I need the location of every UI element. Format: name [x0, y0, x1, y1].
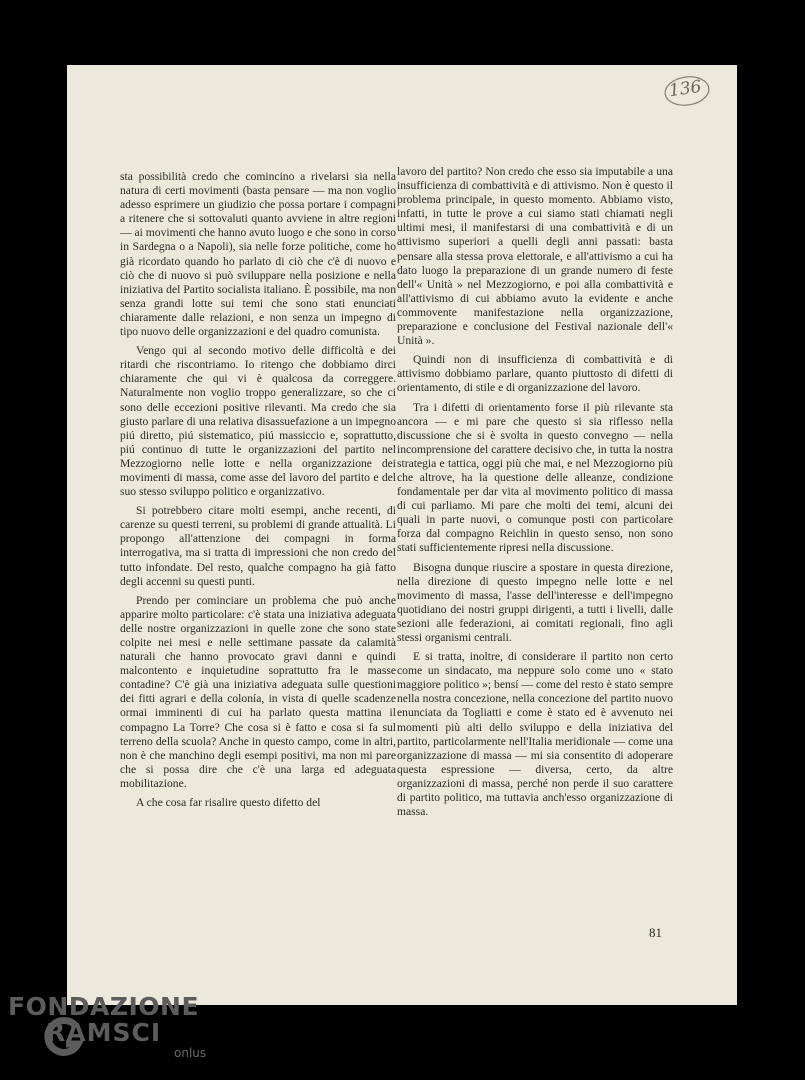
paragraph: Tra i difetti di orientamento forse il più rilevante sta ancora — e mi pare che questo si sia riflesso nella discussione che si è svolta in questo convegno — nella incomprensione del carattere decisivo che, in tutta la nostra strategia e tattica, oggi più che mai, e nel Mezzogiorno più che altrove, ha la questione delle alleanze, condizione fondamentale per dar vita al movimento politico di massa di cui parliamo. Mi pare che molti dei temi, alcuni dei quali in parte nuovi, o comunque posti con particolare forza dal compagno Reichlin in questo senso, non sono stati sufficientemente ripresi nella discussione. — [397, 400, 673, 555]
watermark-line-2: RAMSCI — [46, 1018, 162, 1047]
handwritten-annotation: 136 — [667, 76, 703, 102]
paragraph: sta possibilità credo che comincino a rivelarsi sia nella natura di certi movimenti (basta pensare — ma non voglio adesso esprimere un giudizio che possa portare i compagni a ritenere che si sottovaluti quanto avviene in altre regioni — ai movimenti che hanno avuto luogo e che sono in corso in Sardegna o a Napoli), sia nelle forze politiche, come ho già ricordato quando ho parlato di ciò che c'è di nuovo e ciò che di nuovo si può sviluppare nella posizione e nella iniziativa del Partito socialista italiano. È possibile, ma non senza grandi lotte sui temi che sono stati enunciati chiaramente dalle relazioni, e non senza un impegno di tipo nuovo delle organizzazioni e del quadro comunista. — [120, 170, 396, 339]
paragraph: A che cosa far risalire questo difetto del — [136, 796, 321, 810]
paragraph: Vengo qui al secondo motivo delle difficoltà e dei ritardi che riscontriamo. Io ritengo che dobbiamo dirci chiaramente che qui vi è qualcosa da correggere. Naturalmente non voglio troppo generalizzare, so che ci sono delle eccezioni positive rilevanti. Ma credo che sia giusto parlare di una relativa disassuefazione a un impegno piú diretto, piú sistematico, piú massiccio e, soprattutto, piú continuo di tutte le organizzazioni del partito nel Mezzogiorno nelle lotte e nella organizzazione dei movimenti di massa, come asse del lavoro del partito e del suo stesso sviluppo politico e organizzativo. — [120, 344, 396, 499]
document-page — [67, 65, 737, 1005]
paragraph: Bisogna dunque riuscire a spostare in questa direzione, nella direzione di questo impegno nelle lotte e nel movimento di massa, l'asse dell'interesse e dell'impegno quotidiano dei nostri gruppi dirigenti, a tutti i livelli, dalle sezioni alle federazioni, ai comitati regionali, fino agli stessi organismi centrali. — [397, 560, 673, 644]
page-number: 81 — [649, 925, 662, 940]
paragraph: lavoro del partito? Non credo che esso sia imputabile a una insufficienza di combattività e di attivismo. Non è questo il problema principale, in questo momento. Abbiamo visto, infatti, in tutte le prove a cui siamo stati chiamati negli ultimi mesi, il manifestarsi di una combattività e di un attivismo superiori a quelli degli anni passati: basta pensare alla stessa prova elettorale, e all'attivismo a cui ha dato luogo la preparazione di un grande numero di feste dell'« Unità » nel Mezzogiorno, e poi alla combattività e all'attivismo di cui abbiamo avuto la evidente e anche commovente manifestazione nella organizzazione, preparazione e conclusione del Festival nazionale dell'« Unità ». — [397, 165, 673, 348]
watermark-line-3: onlus — [174, 1046, 207, 1060]
watermark-logo — [8, 992, 207, 1060]
text-column-left — [120, 170, 396, 815]
watermark-line-1: FONDAZIONE — [8, 992, 200, 1021]
watermark-g-letter-icon — [40, 1016, 84, 1060]
paragraph: E si tratta, inoltre, di considerare il partito non certo come un sindacato, ma neppure solo come uno « stato maggiore politico »; bensí — come del resto è stato sempre nella nostra concezione, nella concezione del partito nuovo enunciata da Togliatti e come è stato ed è avvenuto nei momenti più alti dello sviluppo e della iniziativa del partito, particolarmente nell'Italia meridionale — come una organizzazione di massa — mi sia consentito di adoperare questa espressione — diversa, certo, da altre organizzazioni di massa, perché non perde il suo carattere di partito politico, ma tuttavia anch'esso organizzazione di massa. — [397, 650, 673, 819]
paragraph: Prendo per cominciare un problema che può anche apparire molto particolare: c'è stata una iniziativa adeguata delle nostre organizzazioni in quelle zone che sono state colpite nei mesi e nelle settimane passate da calamità naturali che hanno provocato gravi danni e quindi malcontento e inquietudine soprattutto fra le masse contadine? C'è già una iniziativa adeguata sulle questioni dei fitti agrari e della colonía, in vista di quelle scadenze ormai imminenti di cui ha parlato questa mattina il compagno La Torre? Che cosa si è fatto e cosa si fa sul terreno della scuola? Anche in questo campo, come in altri, non è che manchino degli esempi positivi, ma non mi pare che si possa dire che c'è una larga ed adeguata mobilitazione. — [120, 593, 396, 790]
text-column-right — [397, 165, 673, 824]
paragraph: Quindi non di insufficienza di combattività e di attivismo dobbiamo parlare, quanto piuttosto di difetti di orientamento, di stile e di organizzazione del lavoro. — [397, 353, 673, 395]
paragraph: Si potrebbero citare molti esempi, anche recenti, di carenze su questi terreni, su problemi di grande attualità. Li propongo all'attenzione dei compagni in forma interrogativa, ma si tratta di impressioni che non credo del tutto infondate. Del resto, qualche compagno ha già fatto degli accenni su questi punti. — [120, 504, 396, 588]
